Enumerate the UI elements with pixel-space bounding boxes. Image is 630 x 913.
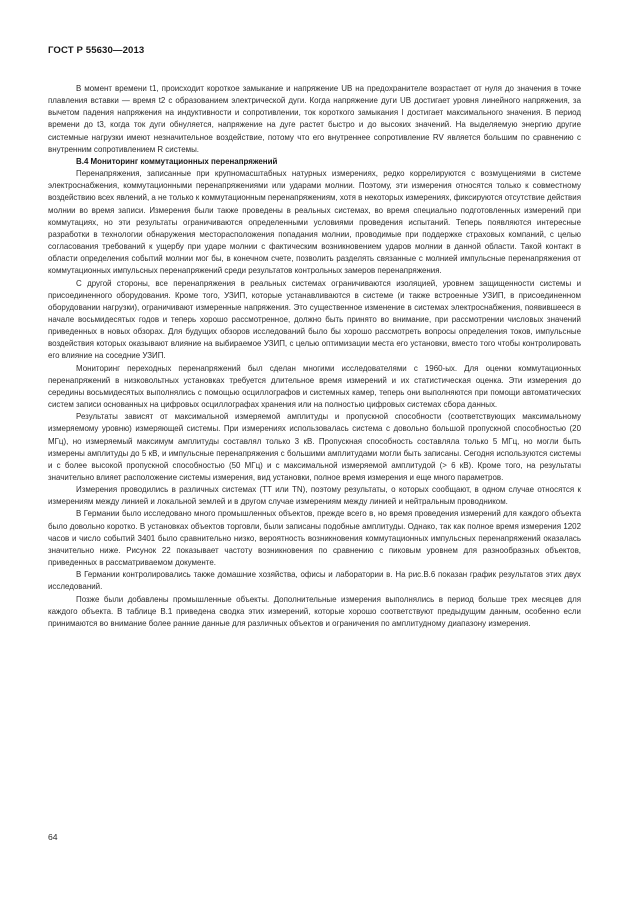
paragraph: Результаты зависят от максимальной измеряемой амплитуды и пропускной способности (соответствующих максимальному измеряемому уровню) измеряющей системы. При измерениях использовалась система с довольно большой пропускной способностью (20 МГц), но измеряемый максимум амплитуды составлял только 3 кВ. Пропускная способность составляла только 5 МГц, но могли быть измерены амплитуды до 5 кВ, и импульсные перенапряжения с большими амплитудами могли быть записаны. Сегодня используются системы и с более высокой пропускной способностью (50 МГц) и с максимальной измеряемой амплитудой (> 6 кВ). Кроме того, на результаты значительно влияет расположение системы измерения, вид установки, полное время измерения и еще много параметров. [48, 412, 581, 482]
paragraph: В Германии контролировались также домашние хозяйства, офисы и лаборатории в. На рис.В.6 показан график результатов этих двух исследований. [48, 570, 581, 592]
paragraph: В Германии было исследовано много промышленных объектов, прежде всего в, но время проведения измерений для каждого объекта было довольно коротко. В установках объектов торговли, были записаны подобные амплитуды. Однако, так как полное время измерения 1202 часов и число событий 3401 было сравнительно низко, вероятность возникновения коммутационных импульсных перенапряжений оказалась значительно ниже. Рисунок 22 показывает частоту возникновения по сравнению с пиковым уровнем для разнообразных объектов, приведенных в рассматриваемом документе. [48, 509, 581, 568]
paragraph: Измерения проводились в различных системах (ТТ или TN), поэтому результаты, о которых сообщают, в одном случае относятся к измерениям между линией и локальной землей и в другом случае измерениям между линией и нейтральным проводником. [48, 485, 581, 507]
standard-header: ГОСТ Р 55630—2013 [48, 45, 145, 56]
paragraph: С другой стороны, все перенапряжения в реальных системах ограничиваются изоляцией, уровнем защищенности системы и присоединенного оборудования. Кроме того, УЗИП, которые устанавливаются в системе (и также встроенные УЗИП, в присоединенном оборудовании нагрузки), ограничивают измеренные напряжения. Это существенное изменение в системах электроснабжения, появившееся в начале восьмидесятых годов и теперь хорошо рассмотренное, должно быть принято во внимание, при рассмотрении числовых значений приведенных в новых обзорах. Для будущих обзоров исследований было бы хорошо рассмотреть вопросы определения токов, импульсные воздействия которых оказывают влияние на выбираемое УЗИП, с целью оптимизации места его установки, вместо того чтобы контролировать его влияние на соседние УЗИП. [48, 278, 581, 361]
paragraph: В момент времени t1, происходит короткое замыкание и напряжение UВ на предохранителе возрастает от нуля до значения в точке плавления вставки — время t2 с образованием электрической дуги. Когда напряжение дуги UВ достигает уровня линейного напряжения, за вычетом падения напряжения на индуктивности и сопротивлении, ток короткого замыкания I достигает максимального значения. В период времени до t3, когда ток дуги обнуляется, напряжение на дуге растет быстро и до высоких значений. На выделяемую энергию другие системные нагрузки имеют незначительное воздействие, потому что его внутреннее сопротивление RV является большим по сравнению с внутренним сопротивлением R системы. [48, 84, 581, 154]
document-body [48, 83, 581, 630]
paragraph: Перенапряжения, записанные при крупномасштабных натурных измерениях, редко коррелируются с возмущениями в системе электроснабжения, коммутационными перенапряжениями или ударами молнии. Поэтому, эти измерения относятся только к совместному воздействию всех явлений, а не только к коммутационным перенапряжениям, хотя в некоторых измерениях, фиксируются отсутствие действия молнии во время записи. Измерения были также проведены в реальных системах, во время специально подготовленных измерений при коммутациях, но эти результаты ограничиваются определенными условиями проведения испытаний. Теперь появляются интересные разработки в технологии обнаружения месторасположения попадания молнии, проводимые при поддержке страховых компаний, с целью согласования требований к ущербу при ударе молнии с фактическим возникновением ударов молнии в данной области. Такой контакт в области определения событий молнии мог бы, в конечном счете, позволить разделять связанные с молнией импульсные перенапряжения от коммутационных импульсных перенапряжений среди результатов контрольных замеров перенапряжения. [48, 169, 581, 276]
paragraph: Позже были добавлены промышленные объекты. Дополнительные измерения выполнялись в период больше трех месяцев для каждого объекта. В таблице В.1 приведена сводка этих измерений, которые хорошо соответствуют предыдущим данным, особенно если принимаются во внимание более ранние данные для различных объектов и ограничения по амплитудному диапазону измерения. [48, 594, 581, 628]
section-heading: В.4 Мониторинг коммутационных перенапряжений [76, 156, 278, 166]
paragraph: Мониторинг переходных перенапряжений был сделан многими исследователями с 1960-ых. Для оценки коммутационных перенапряжений в низковольтных установках требуется длительное время измерений и их статистическая оценка. Эти измерения до середины восьмидесятых выполнялись с помощью осциллографов и системных камер, теперь они выполняются при помощи автоматических систем записи основанных на цифровых осциллографах хранения или на полностью цифровых системах сбора данных. [48, 363, 581, 410]
page-number: 64 [48, 832, 58, 842]
